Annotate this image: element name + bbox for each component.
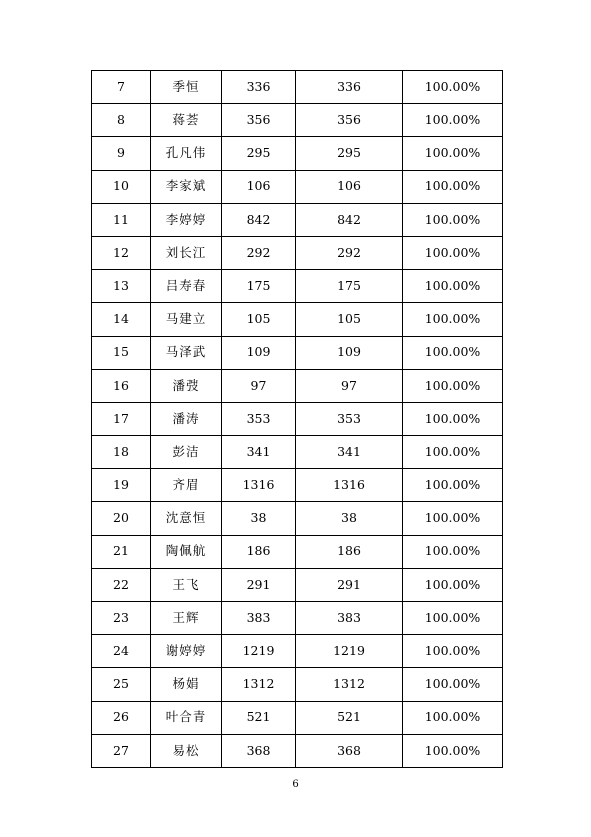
cell-no: 13 [92, 270, 151, 303]
cell-value-a: 291 [222, 568, 296, 601]
table-row [92, 568, 503, 601]
cell-no: 18 [92, 436, 151, 469]
cell-no: 22 [92, 568, 151, 601]
cell-no: 8 [92, 104, 151, 137]
cell-value-a: 521 [222, 701, 296, 734]
table-row [92, 436, 503, 469]
cell-name: 蒋荟 [151, 104, 222, 137]
cell-percent: 100.00% [403, 104, 503, 137]
cell-no: 27 [92, 734, 151, 767]
table-row [92, 602, 503, 635]
cell-value-a: 106 [222, 170, 296, 203]
table-row [92, 270, 503, 303]
cell-name: 杨娟 [151, 668, 222, 701]
table-row [92, 236, 503, 269]
cell-name: 刘长江 [151, 236, 222, 269]
cell-name: 马泽武 [151, 336, 222, 369]
cell-value-a: 368 [222, 734, 296, 767]
cell-percent: 100.00% [403, 270, 503, 303]
cell-name: 潘涛 [151, 402, 222, 435]
cell-name: 潘弢 [151, 369, 222, 402]
cell-value-b: 1219 [296, 635, 403, 668]
cell-percent: 100.00% [403, 236, 503, 269]
table-row [92, 137, 503, 170]
cell-value-b: 97 [296, 369, 403, 402]
cell-no: 23 [92, 602, 151, 635]
cell-value-b: 521 [296, 701, 403, 734]
cell-no: 24 [92, 635, 151, 668]
cell-name: 齐眉 [151, 469, 222, 502]
cell-name: 李婷婷 [151, 203, 222, 236]
cell-value-b: 38 [296, 502, 403, 535]
cell-value-a: 1316 [222, 469, 296, 502]
cell-name: 季恒 [151, 71, 222, 104]
cell-value-b: 292 [296, 236, 403, 269]
table-row [92, 71, 503, 104]
table-row [92, 336, 503, 369]
cell-no: 25 [92, 668, 151, 701]
cell-value-b: 356 [296, 104, 403, 137]
cell-value-b: 109 [296, 336, 403, 369]
cell-value-a: 38 [222, 502, 296, 535]
table-row [92, 369, 503, 402]
cell-no: 20 [92, 502, 151, 535]
cell-name: 叶合青 [151, 701, 222, 734]
cell-value-b: 336 [296, 71, 403, 104]
table-row [92, 402, 503, 435]
cell-no: 14 [92, 303, 151, 336]
cell-percent: 100.00% [403, 469, 503, 502]
cell-value-b: 368 [296, 734, 403, 767]
cell-value-a: 292 [222, 236, 296, 269]
cell-percent: 100.00% [403, 303, 503, 336]
cell-no: 17 [92, 402, 151, 435]
cell-percent: 100.00% [403, 635, 503, 668]
cell-value-b: 186 [296, 535, 403, 568]
cell-value-a: 109 [222, 336, 296, 369]
table-row [92, 734, 503, 767]
cell-value-a: 175 [222, 270, 296, 303]
cell-value-a: 341 [222, 436, 296, 469]
cell-no: 15 [92, 336, 151, 369]
cell-value-b: 295 [296, 137, 403, 170]
cell-no: 19 [92, 469, 151, 502]
cell-name: 易松 [151, 734, 222, 767]
table-row [92, 535, 503, 568]
cell-name: 彭洁 [151, 436, 222, 469]
cell-percent: 100.00% [403, 203, 503, 236]
cell-percent: 100.00% [403, 71, 503, 104]
cell-percent: 100.00% [403, 568, 503, 601]
cell-name: 王飞 [151, 568, 222, 601]
cell-no: 21 [92, 535, 151, 568]
cell-name: 谢婷婷 [151, 635, 222, 668]
cell-value-a: 842 [222, 203, 296, 236]
cell-value-b: 105 [296, 303, 403, 336]
cell-name: 吕寿春 [151, 270, 222, 303]
cell-value-b: 1316 [296, 469, 403, 502]
data-table [91, 70, 503, 768]
table-row [92, 502, 503, 535]
cell-value-a: 186 [222, 535, 296, 568]
cell-percent: 100.00% [403, 436, 503, 469]
cell-percent: 100.00% [403, 668, 503, 701]
cell-no: 11 [92, 203, 151, 236]
cell-name: 孔凡伟 [151, 137, 222, 170]
cell-value-b: 175 [296, 270, 403, 303]
cell-value-a: 353 [222, 402, 296, 435]
cell-value-b: 1312 [296, 668, 403, 701]
cell-name: 王辉 [151, 602, 222, 635]
cell-value-a: 97 [222, 369, 296, 402]
cell-percent: 100.00% [403, 336, 503, 369]
table-row [92, 203, 503, 236]
cell-percent: 100.00% [403, 734, 503, 767]
cell-value-a: 336 [222, 71, 296, 104]
cell-value-b: 291 [296, 568, 403, 601]
cell-percent: 100.00% [403, 602, 503, 635]
cell-percent: 100.00% [403, 535, 503, 568]
cell-no: 9 [92, 137, 151, 170]
table-row [92, 469, 503, 502]
cell-percent: 100.00% [403, 701, 503, 734]
cell-value-b: 106 [296, 170, 403, 203]
cell-value-b: 353 [296, 402, 403, 435]
cell-percent: 100.00% [403, 137, 503, 170]
page-number: 6 [292, 779, 299, 790]
cell-value-a: 295 [222, 137, 296, 170]
cell-value-b: 341 [296, 436, 403, 469]
cell-no: 7 [92, 71, 151, 104]
table-body [92, 71, 503, 768]
cell-value-a: 1312 [222, 668, 296, 701]
cell-value-a: 356 [222, 104, 296, 137]
cell-percent: 100.00% [403, 502, 503, 535]
cell-no: 16 [92, 369, 151, 402]
cell-percent: 100.00% [403, 369, 503, 402]
cell-no: 12 [92, 236, 151, 269]
cell-percent: 100.00% [403, 402, 503, 435]
cell-value-a: 383 [222, 602, 296, 635]
cell-value-b: 383 [296, 602, 403, 635]
cell-no: 10 [92, 170, 151, 203]
table-row [92, 170, 503, 203]
cell-value-a: 1219 [222, 635, 296, 668]
cell-name: 马建立 [151, 303, 222, 336]
cell-value-b: 842 [296, 203, 403, 236]
cell-percent: 100.00% [403, 170, 503, 203]
table-row [92, 104, 503, 137]
table-row [92, 635, 503, 668]
table-row [92, 668, 503, 701]
cell-no: 26 [92, 701, 151, 734]
cell-name: 沈意恒 [151, 502, 222, 535]
table-row [92, 303, 503, 336]
cell-name: 陶佩航 [151, 535, 222, 568]
cell-name: 李家斌 [151, 170, 222, 203]
cell-value-a: 105 [222, 303, 296, 336]
table-row [92, 701, 503, 734]
